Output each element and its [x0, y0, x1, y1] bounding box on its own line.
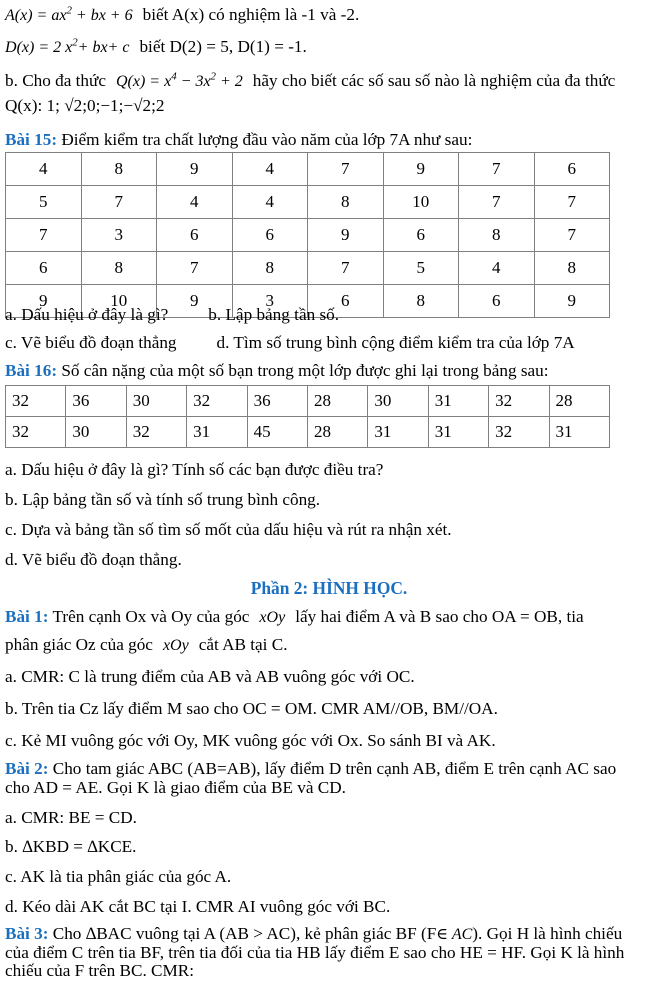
table-cell: 7: [81, 186, 157, 219]
table-cell: 3: [232, 285, 308, 318]
table-cell: 8: [308, 186, 384, 219]
table-cell: 8: [459, 219, 535, 252]
table-cell: 7: [6, 219, 82, 252]
table-cell: 28: [307, 386, 367, 417]
table-row: [6, 386, 610, 417]
table-cell: 32: [126, 417, 186, 448]
table-cell: 31: [428, 417, 488, 448]
table-cell: 7: [308, 153, 384, 186]
table-row: [6, 186, 610, 219]
table-cell: 6: [459, 285, 535, 318]
table-cell: 6: [157, 219, 233, 252]
table-cell: 4: [232, 186, 308, 219]
table-cell: 6: [232, 219, 308, 252]
bai15-label: Bài 15:: [5, 130, 58, 149]
bai15-questions-row-2: [5, 334, 575, 351]
bai16-prompt: Số cân nặng của một số bạn trong một lớp được ghi lại trong bảng sau:: [61, 361, 549, 380]
geo-bai2-label: Bài 2:: [5, 759, 49, 778]
table-cell: 7: [534, 186, 610, 219]
table-cell: 31: [549, 417, 609, 448]
bai15-question-a: a. Dấu hiệu ở đây là gì?: [5, 305, 169, 324]
geo-bai1-angle-math-2: xOy: [162, 637, 189, 654]
geo-bai1-text-1a: Trên cạnh Ox và Oy của góc: [52, 607, 250, 626]
table-cell: 8: [232, 252, 308, 285]
geo-bai1-text-1b: lấy hai điểm A và B sao cho OA = OB, tia: [295, 607, 584, 626]
geo-bai1-line1: [5, 608, 584, 626]
table-cell: 8: [81, 252, 157, 285]
table-cell: 30: [368, 386, 428, 417]
table-cell: 4: [232, 153, 308, 186]
polynomial-D-text: biết D(2) = 5, D(1) = -1.: [139, 37, 307, 56]
table-cell: 45: [247, 417, 307, 448]
bai16-question-d: d. Vẽ biểu đồ đoạn thẳng.: [5, 550, 182, 569]
bai16-question-c: c. Dựa và bảng tần số tìm số mốt của dấu hiệu và rút ra nhận xét.: [5, 520, 452, 539]
table-cell: 32: [489, 417, 549, 448]
bai16-question-a: a. Dấu hiệu ở đây là gì? Tính số các bạn được điều tra?: [5, 460, 384, 479]
geo-bai3-label: Bài 3:: [5, 924, 49, 943]
table-cell: 9: [308, 219, 384, 252]
table-cell: 5: [383, 252, 459, 285]
table-cell: 8: [383, 285, 459, 318]
table-cell: 4: [6, 153, 82, 186]
geo-bai2-question-d: d. Kéo dài AK cắt BC tại I. CMR AI vuông góc với BC.: [5, 897, 391, 916]
item-b-line: [5, 72, 615, 90]
geo-bai1-text-2b: cắt AB tại C.: [198, 635, 288, 654]
geo-bai2-heading: [5, 760, 625, 797]
polynomial-D-expression: D(x) = 2 $x^2+ bx+ c$: [5, 36, 130, 56]
table-cell: 31: [368, 417, 428, 448]
polynomial-Q-expression: $Q(x) = x^4 - 3x^2 + 2$: [115, 70, 243, 90]
geo-bai1-angle-math-1: xOy: [259, 609, 286, 626]
geo-bai3-prompt-b: ). Gọi H là hình chiếu của điểm C trên tia BF, trên tia đối của tia HB lấy điểm E sao cho HE = HF. Gọi K là hình chiếu của F trên BC. CMR:: [5, 924, 625, 981]
item-b-suffix: hãy cho biết các số sau số nào là nghiệm của đa thức: [252, 71, 616, 90]
table-cell: 28: [549, 386, 609, 417]
polynomial-A-text: biết A(x) có nghiệm là -1 và -2.: [142, 5, 360, 24]
table-cell: 4: [157, 186, 233, 219]
table-cell: 7: [157, 252, 233, 285]
table-cell: 9: [6, 285, 82, 318]
table-cell: 10: [81, 285, 157, 318]
bai15-prompt: Điểm kiểm tra chất lượng đầu vào năm của lớp 7A như sau:: [61, 130, 473, 149]
table-row: [6, 417, 610, 448]
bai15-heading: [5, 131, 472, 148]
table-cell: 30: [66, 417, 126, 448]
geo-bai1-text-2a: phân giác Oz của góc: [5, 635, 153, 654]
table-cell: 6: [534, 153, 610, 186]
geo-bai3-prompt-a: Cho ∆BAC vuông tại A (AB > AC), kẻ phân giác BF (F: [52, 924, 437, 943]
table-cell: 8: [534, 252, 610, 285]
bai16-heading: [5, 362, 549, 379]
table-cell: 7: [308, 252, 384, 285]
table-cell: 32: [6, 417, 66, 448]
polynomial-D-line: [5, 38, 307, 56]
bai15-question-d: d. Tìm số trung bình cộng điểm kiểm tra của lớp 7A: [216, 333, 575, 352]
geo-bai1-question-a: a. CMR: C là trung điểm của AB và AB vuông góc với OC.: [5, 667, 415, 686]
geo-bai2-question-b: b. ∆KBD = ∆KCE.: [5, 837, 137, 856]
table-cell: 6: [383, 219, 459, 252]
table-cell: 10: [383, 186, 459, 219]
item-b-prefix: b. Cho đa thức: [5, 71, 106, 90]
table-cell: 7: [459, 153, 535, 186]
polynomial-A-line: [5, 6, 359, 24]
polynomial-A-expression: $A(x) = ax^2$ + bx + 6: [5, 4, 133, 24]
geo-bai2-prompt: Cho tam giác ABC (AB=AB), lấy điểm D trên cạnh AB, điểm E trên cạnh AC sao cho AD = AE. Gọi K là giao điểm của BE và CD.: [5, 759, 617, 797]
part2-heading: Phần 2: HÌNH HỌC.: [250, 578, 408, 598]
geo-bai1-question-c: c. Kẻ MI vuông góc với Oy, MK vuông góc với Ox. So sánh BI và AK.: [5, 731, 496, 750]
table-cell: 28: [307, 417, 367, 448]
geo-bai1-question-b: b. Trên tia Cz lấy điểm M sao cho OC = OM. CMR AM//OB, BM//OA.: [5, 699, 498, 718]
bai15-question-b: b. Lập bảng tần số.: [208, 305, 340, 324]
table-row: [6, 219, 610, 252]
geo-bai2-question-c: c. AK là tia phân giác của góc A.: [5, 867, 232, 886]
geo-bai1-line2: [5, 636, 288, 654]
polynomial-Q-candidate-values: Q(x): 1; √2;0;−1;−√2;2: [5, 96, 165, 115]
table-cell: 31: [187, 417, 247, 448]
table-cell: 30: [126, 386, 186, 417]
table-row: [6, 252, 610, 285]
table-cell: 31: [428, 386, 488, 417]
bai16-label: Bài 16:: [5, 361, 58, 380]
table-cell: 9: [534, 285, 610, 318]
table-cell: 32: [489, 386, 549, 417]
scores-table: [5, 152, 610, 318]
table-cell: 32: [6, 386, 66, 417]
table-cell: 5: [6, 186, 82, 219]
geo-bai3-membership-math: ∈ AC: [436, 926, 473, 943]
table-cell: 9: [157, 285, 233, 318]
bai15-questions-row-1: [5, 306, 339, 323]
item-b-values-line: [5, 97, 165, 114]
table-cell: 7: [459, 186, 535, 219]
table-cell: 3: [81, 219, 157, 252]
table-cell: 6: [308, 285, 384, 318]
geo-bai3-heading: [5, 925, 625, 981]
table-cell: 8: [81, 153, 157, 186]
geo-bai1-label: Bài 1:: [5, 607, 49, 626]
table-cell: 4: [459, 252, 535, 285]
table-cell: 36: [66, 386, 126, 417]
table-cell: 6: [6, 252, 82, 285]
table-cell: 32: [187, 386, 247, 417]
table-cell: 36: [247, 386, 307, 417]
bai15-question-c: c. Vẽ biểu đồ đoạn thẳng: [5, 333, 177, 352]
weight-table: [5, 385, 610, 448]
bai16-question-b: b. Lập bảng tần số và tính số trung bình công.: [5, 490, 321, 509]
geo-bai2-question-a: a. CMR: BE = CD.: [5, 808, 137, 827]
table-cell: 7: [534, 219, 610, 252]
table-cell: 9: [383, 153, 459, 186]
table-row: [6, 153, 610, 186]
table-cell: 9: [157, 153, 233, 186]
